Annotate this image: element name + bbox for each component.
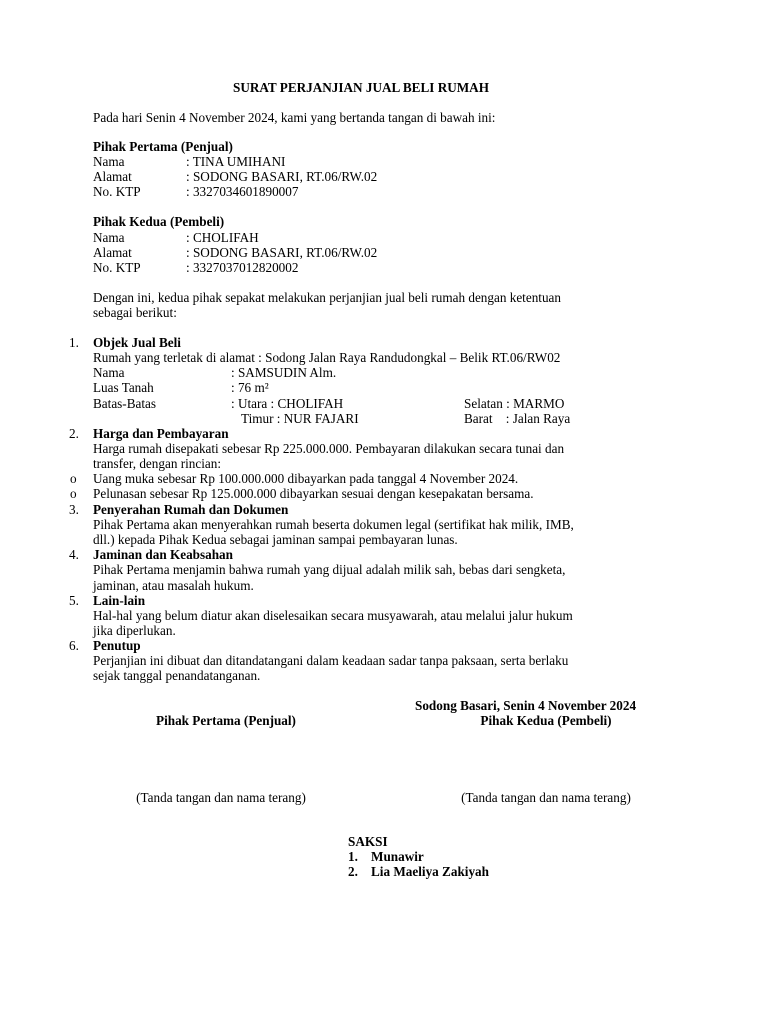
- section-1-luas-label: Luas Tanah: [93, 380, 154, 395]
- section-3-heading: Penyerahan Rumah dan Dokumen: [93, 502, 289, 517]
- saksi-2-number: 2.: [348, 864, 358, 879]
- section-2-bullet-2: Pelunasan sebesar Rp 125.000.000 dibayarkan sesuai dengan kesepakatan bersama.: [93, 486, 534, 501]
- signature-right-note: (Tanda tangan dan nama terang): [461, 790, 631, 805]
- section-2-heading: Harga dan Pembayaran: [93, 426, 229, 441]
- signature-left-title: Pihak Pertama (Penjual): [156, 713, 296, 728]
- pihak-kedua-ktp-value: : 3327037012820002: [186, 260, 299, 275]
- section-1-heading: Objek Jual Beli: [93, 335, 181, 350]
- section-5-line-2: jika diperlukan.: [93, 623, 176, 638]
- section-2-line-2: transfer, dengan rincian:: [93, 456, 221, 471]
- agreement-line-1: Dengan ini, kedua pihak sepakat melakukan perjanjian jual beli rumah dengan ketentuan: [93, 290, 561, 305]
- section-4-number: 4.: [69, 547, 79, 562]
- section-4-line-1: Pihak Pertama menjamin bahwa rumah yang dijual adalah milik sah, bebas dari sengketa,: [93, 562, 566, 577]
- section-1-batas-utara: : Utara : CHOLIFAH: [231, 396, 344, 411]
- section-3-number: 3.: [69, 502, 79, 517]
- document-title: SURAT PERJANJIAN JUAL BELI RUMAH: [233, 80, 489, 95]
- section-6-line-1: Perjanjian ini dibuat dan ditandatangani dalam keadaan sadar tanpa paksaan, serta berlaku: [93, 653, 569, 668]
- saksi-1-number: 1.: [348, 849, 358, 864]
- section-2-number: 2.: [69, 426, 79, 441]
- agreement-line-2: sebagai berikut:: [93, 305, 177, 320]
- section-5-line-1: Hal-hal yang belum diatur akan diselesaikan secara musyawarah, atau melalui jalur hukum: [93, 608, 573, 623]
- pihak-kedua-alamat-value: : SODONG BASARI, RT.06/RW.02: [186, 245, 378, 260]
- saksi-heading: SAKSI: [348, 834, 388, 849]
- pihak-kedua-ktp-label: No. KTP: [93, 260, 141, 275]
- section-3-line-1: Pihak Pertama akan menyerahkan rumah beserta dokumen legal (sertifikat hak milik, IMB,: [93, 517, 574, 532]
- pihak-pertama-alamat-label: Alamat: [93, 169, 132, 184]
- pihak-kedua-alamat-label: Alamat: [93, 245, 132, 260]
- pihak-kedua-heading: Pihak Kedua (Pembeli): [93, 214, 225, 229]
- pihak-pertama-heading: Pihak Pertama (Penjual): [93, 139, 233, 154]
- saksi-1-name: Munawir: [371, 849, 424, 864]
- section-1-batas-barat: Barat : Jalan Raya: [464, 411, 571, 426]
- pihak-kedua-nama-value: : CHOLIFAH: [186, 230, 259, 245]
- saksi-2-name: Lia Maeliya Zakiyah: [371, 864, 489, 879]
- section-1-batas-label: Batas-Batas: [93, 396, 156, 411]
- section-6-number: 6.: [69, 638, 79, 653]
- signature-place-date: Sodong Basari, Senin 4 November 2024: [415, 698, 637, 713]
- section-1-number: 1.: [69, 335, 79, 350]
- pihak-pertama-nama-value: : TINA UMIHANI: [186, 154, 286, 169]
- pihak-pertama-ktp-value: : 3327034601890007: [186, 184, 299, 199]
- section-1-address: Rumah yang terletak di alamat : Sodong Jalan Raya Randudongkal – Belik RT.06/RW02: [93, 350, 561, 365]
- section-5-number: 5.: [69, 593, 79, 608]
- section-5-heading: Lain-lain: [93, 593, 146, 608]
- section-1-batas-selatan: Selatan : MARMO: [464, 396, 565, 411]
- section-1-batas-timur: Timur : NUR FAJARI: [241, 411, 359, 426]
- pihak-pertama-nama-label: Nama: [93, 154, 125, 169]
- signature-left-note: (Tanda tangan dan nama terang): [136, 790, 306, 805]
- section-3-line-2: dll.) kepada Pihak Kedua sebagai jaminan sampai pembayaran lunas.: [93, 532, 458, 547]
- bullet-marker: o: [70, 471, 77, 486]
- section-1-nama-value: : SAMSUDIN Alm.: [231, 365, 337, 380]
- section-1-nama-label: Nama: [93, 365, 125, 380]
- section-6-heading: Penutup: [93, 638, 141, 653]
- section-4-heading: Jaminan dan Keabsahan: [93, 547, 233, 562]
- section-1-luas-value: : 76 m²: [231, 380, 269, 395]
- section-2-line-1: Harga rumah disepakati sebesar Rp 225.000.000. Pembayaran dilakukan secara tunai dan: [93, 441, 565, 456]
- section-2-bullet-1: Uang muka sebesar Rp 100.000.000 dibayarkan pada tanggal 4 November 2024.: [93, 471, 519, 486]
- pihak-pertama-ktp-label: No. KTP: [93, 184, 141, 199]
- pihak-kedua-nama-label: Nama: [93, 230, 125, 245]
- pihak-pertama-alamat-value: : SODONG BASARI, RT.06/RW.02: [186, 169, 378, 184]
- bullet-marker: o: [70, 486, 77, 501]
- signature-right-title: Pihak Kedua (Pembeli): [480, 713, 612, 728]
- section-6-line-2: sejak tanggal penandatanganan.: [93, 668, 261, 683]
- intro-text: Pada hari Senin 4 November 2024, kami yang bertanda tangan di bawah ini:: [93, 110, 496, 125]
- section-4-line-2: jaminan, atau masalah hukum.: [93, 578, 254, 593]
